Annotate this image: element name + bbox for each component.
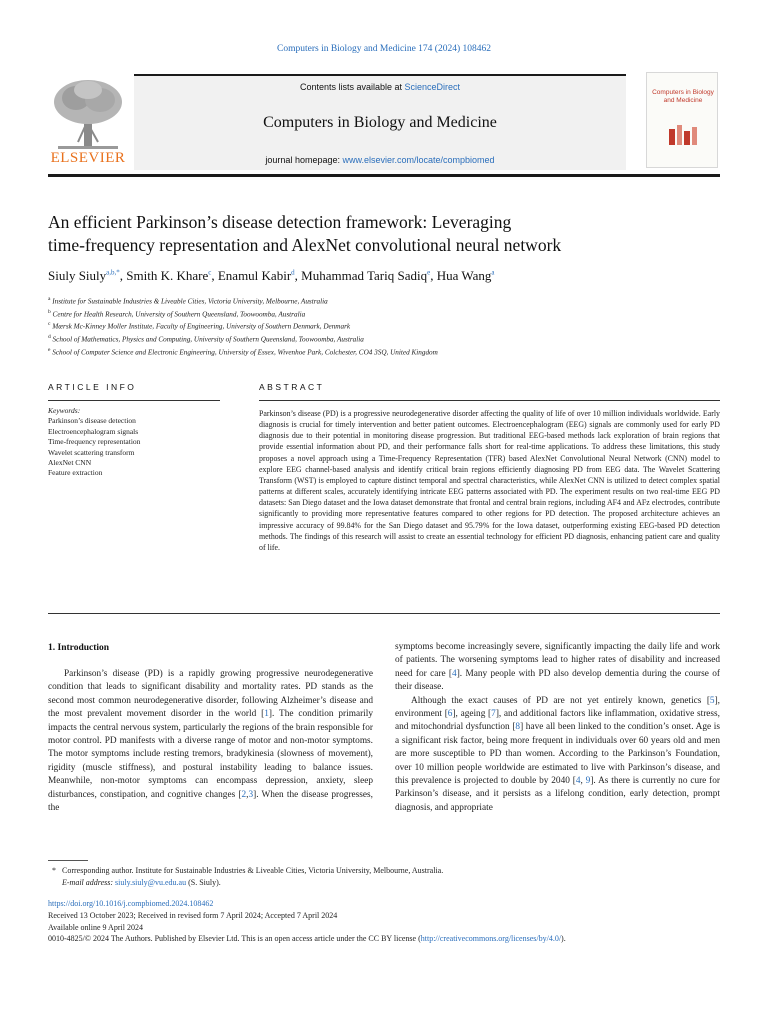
contents-list-line <box>134 82 626 92</box>
citation-link[interactable]: 4 <box>452 668 457 679</box>
citation-link[interactable]: 3 <box>248 789 254 800</box>
keyword-item: Feature extraction <box>48 468 103 478</box>
author-2[interactable]: Smith K. Khare$^c$ <box>126 268 212 283</box>
corresponding-author-footnote <box>52 865 722 889</box>
paragraph-text: ]. The condition primarily impacts the central nervous system, particularly the regions of the brain responsible for motor control. PD manifests with a diverse range of motor and non-motor symptoms. The motor symptoms include resting tremors, bradykinesia (slowness of movement), rigidity (muscle stiffness), and postural instability leading to balance issues. Meanwhile, non-motor symptoms can encompass depression, anxiety, sleep disturbances, constipation, and cognitive changes [ <box>48 709 373 800</box>
paragraph-text: ]. As there is currently no cure for Parkinson’s disease, and it persists as a lifelong condition, early detection, prompt diagnosis, and appropriate <box>395 776 721 813</box>
license-link[interactable]: http://creativecommons.org/licenses/by/4.0/ <box>420 934 562 944</box>
paragraph-text: ], environment [ <box>395 695 720 720</box>
author-list: Siuly Siuly$^{a,b,*}$, Smith K. Khare$^c$, Enamul Kabir$^d$, Muhammad Tariq Sadiq$^e$, Hua Wang$^a$ <box>48 268 495 283</box>
paragraph-text: ], ageing [ <box>452 709 492 720</box>
citation-link[interactable]: 2 <box>241 789 247 800</box>
introduction-heading: 1. Introduction <box>48 643 110 653</box>
affiliation-e: $^e$ School of Computer Science and Electronic Engineering, University of Essex, Wivenhoe Park, Colchester, CO4 3SQ, United Kingdom <box>48 346 438 357</box>
journal-banner <box>134 74 626 170</box>
keywords-label: Keywords: <box>48 406 81 415</box>
paragraph-text: ]. When the disease progresses, the <box>48 789 373 814</box>
affiliation-list <box>48 294 728 357</box>
article-info-heading: ARTICLE INFO <box>48 382 137 392</box>
paragraph-text: , <box>580 776 586 787</box>
intro-right-column <box>395 641 720 815</box>
keyword-item: Parkinson’s disease detection <box>48 416 136 426</box>
paragraph-text: Parkinson’s disease (PD) is a rapidly growing progressive neurodegenerative condition that leads to significant disability and mortality rates. PD stands as the second most common neurodegenerative disorder, following Alzheimer’s disease and the most prevalent movement disorder in the world [ <box>48 669 373 720</box>
affiliation-d: $^d$ School of Mathematics, Physics and Computing, University of Southern Queensland, Toowoomba, Australia <box>48 334 364 344</box>
publisher-name: ELSEVIER <box>50 150 126 166</box>
paragraph-text: ], and additional factors like inflammation, oxidative stress, and mitochondrial dysfunction [ <box>395 709 720 733</box>
intro-paragraph <box>395 695 720 816</box>
abstract-rule <box>259 400 720 401</box>
journal-homepage-link[interactable]: www.elsevier.com/locate/compbiomed <box>342 155 495 165</box>
online-date: Available online 9 April 2024 <box>48 922 143 932</box>
affiliation-c: $^c$ Mærsk Mc-Kinney Moller Institute, Faculty of Engineering, University of Southern Denmark, Denmark <box>48 321 351 331</box>
sciencedirect-link[interactable]: ScienceDirect <box>404 82 461 92</box>
abstract-end-rule <box>48 613 720 614</box>
journal-title: Computers in Biology and Medicine <box>263 114 497 131</box>
article-title-line-2: time-frequency representation and AlexNet convolutional neural network <box>48 235 562 255</box>
received-dates: Received 13 October 2023; Received in revised form 7 April 2024; Accepted 7 April 2024 <box>48 910 338 920</box>
affiliation-b: $^b$ Centre for Health Research, University of Southern Queensland, Toowoomba, Australia <box>48 308 306 319</box>
intro-paragraph <box>48 668 373 815</box>
author-3[interactable]: Enamul Kabir$^d$ <box>217 268 295 283</box>
journal-homepage-line <box>134 155 626 165</box>
affiliation-a: $^a$ Institute for Sustainable Industries & Liveable Cities, Victoria University, Melbourne, Australia <box>48 296 328 306</box>
contents-prefix: Contents lists available at <box>299 82 405 92</box>
keyword-item: AlexNet CNN <box>48 458 92 468</box>
keyword-item: Time-frequency representation <box>48 437 141 447</box>
citation-link[interactable]: 5 <box>709 695 715 706</box>
citation-link[interactable]: 7 <box>491 709 496 720</box>
author-email-link[interactable]: siuly.siuly@vu.edu.au <box>115 878 187 887</box>
keyword-item: Wavelet scattering transform <box>48 447 135 457</box>
author-5[interactable]: Hua Wang$^a$ <box>436 268 495 283</box>
footnote-rule <box>48 860 88 861</box>
email-line: E-mail address: siuly.siuly@vu.edu.au (S. Siuly). <box>62 878 221 887</box>
article-title <box>48 211 728 257</box>
article-info-rule <box>48 400 220 401</box>
abstract-heading: ABSTRACT <box>259 382 325 392</box>
journal-cover-thumbnail[interactable] <box>646 72 718 168</box>
article-metadata <box>48 898 728 945</box>
paragraph-text: ] have all been linked to the condition’s onset. Age is a significant risk factor, being more frequent in individuals over 60 years old and men are more susceptible to PD than women. According to the Parkinson’s Foundation, over 10 million people worldwide are estimated to live with Parkinson’s disease, and this prevalence is projected to double by 2040 [ <box>395 722 720 787</box>
intro-paragraph <box>395 641 720 695</box>
citation-link[interactable]: 6 <box>447 709 453 720</box>
author-1[interactable]: Siuly Siuly$^{a,b,*}$ <box>48 268 120 283</box>
cover-art-icon <box>669 125 697 145</box>
keywords-block <box>48 406 228 479</box>
citation-link[interactable]: 8 <box>515 722 521 733</box>
paragraph-text: ]. Many people with PD also develop dementia during the course of their disease. <box>395 668 720 693</box>
license-line: 0010-4825/© 2024 The Authors. Published by Elsevier Ltd. This is an open access article under the CC BY license (http://creativecommons.org/licenses/by/4.0/). <box>48 934 566 944</box>
paragraph-text: Although the exact causes of PD are not yet entirely known, genetics [ <box>411 695 710 706</box>
abstract-text: Parkinson’s disease (PD) is a progressive neurodegenerative disorder affecting the quality of life of over 10 million individuals worldwide. Early diagnosis is crucial for timely intervention and better patient outcomes. Electroencephalogram (EEG) signals are commonly used for early PD diagnosis due to their potential in monitoring disease progression. But traditional EEG-based methods lack exploration of brain regions that provide essential information about PD, and their performance falls short for real-time applications. To address these limitations, this study proposes a novel approach using a Time-Frequency Representation (TFR) based AlexNet Convolutional Neural Network (CNN) model to explore EEG channel-based analysis and identify critical brain regions efficiently diagnosing PD from EEG data. The Wavelet Scattering Transform (WST) is employed to capture distinct temporal and spectral characteristics, while AlexNet CNN is utilized to detect complex spatial patterns at different scales, accurately identifying intricate EEG patterns associated with PD. The experiment results on two real-time EEG PD datasets: San Diego dataset and the Iowa dataset demonstrate that frontal and central brain regions, including AF4 and AFz electrodes, contribute significantly to providing more representative features compared to other regions for PD detection. The proposed architecture achieves an impressive accuracy of 99.84% for the San Diego dataset and 95.79% for the Iowa dataset, outperforming existing EEG-based PD detection methods. The findings of this research will assist to create an essential technology for efficient PD diagnosis, enhancing patient care and quality of life. <box>259 409 720 552</box>
citation-link[interactable]: 1 <box>264 709 269 720</box>
citation-link[interactable]: 4 <box>575 776 581 787</box>
journal-header <box>48 70 720 178</box>
footnote-star: * <box>52 866 56 875</box>
homepage-prefix: journal homepage: <box>265 155 343 165</box>
journal-reference[interactable]: Computers in Biology and Medicine 174 (2024) 108462 <box>277 44 491 54</box>
intro-left-column <box>48 668 373 815</box>
doi-link[interactable]: https://doi.org/10.1016/j.compbiomed.2024.108462 <box>48 899 214 908</box>
corresponding-author-line: * Corresponding author. Institute for Sustainable Industries & Liveable Cities, Victoria University, Melbourne, Australia. <box>52 866 444 875</box>
keyword-item: Electroencephalogram signals <box>48 426 139 436</box>
header-divider <box>48 174 720 177</box>
paragraph-text: symptoms become increasingly severe, significantly impacting the daily life and work of patients. The worsening symptoms lead to higher rates of disability and increased need for care [ <box>395 642 720 679</box>
paragraph-text: , <box>246 789 249 800</box>
article-title-line-1: An efficient Parkinson’s disease detection framework: Leveraging <box>48 212 512 232</box>
cover-title: Computers in Biology and Medicine <box>652 89 714 104</box>
author-4[interactable]: Muhammad Tariq Sadiq$^e$ <box>301 268 431 283</box>
citation-link[interactable]: 9 <box>585 776 591 787</box>
